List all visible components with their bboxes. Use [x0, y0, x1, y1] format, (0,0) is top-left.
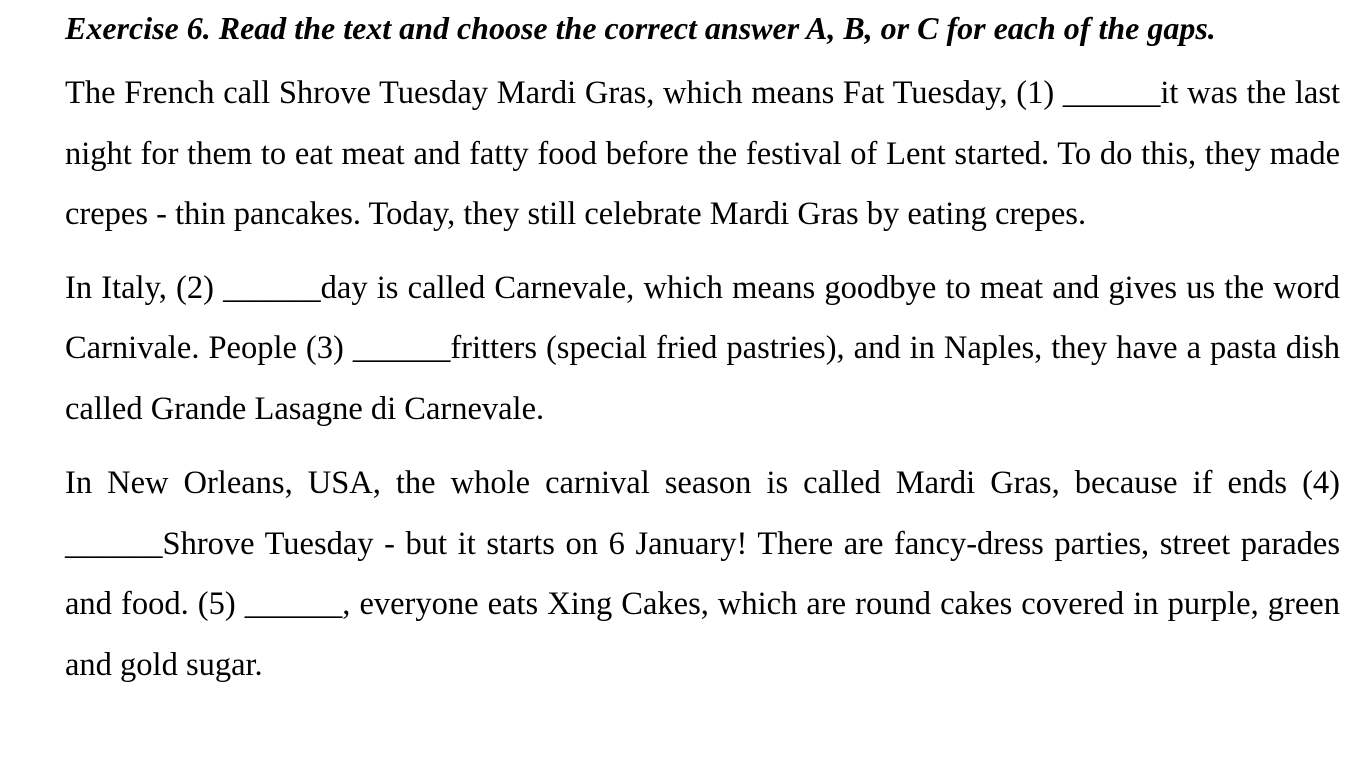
gap-5: ______: [244, 586, 343, 622]
paragraph-carnevale-italy: [65, 258, 1340, 440]
paragraph-text: Shrove Tuesday - but it starts on 6 January! There are fancy-dress parties, street parades and food. (5): [65, 525, 1340, 622]
paragraph-text: it was the last night for them to eat meat and fatty food before the festival of Lent started. To do this, they made crepes - thin pancakes. Today, they still celebrate Mardi Gras by eating crepes.: [65, 75, 1340, 232]
paragraph-text: day is called Carnevale, which means goodbye to meat and gives us the word Carnivale. People (3): [65, 269, 1340, 366]
gap-1: ______: [1062, 75, 1161, 111]
paragraph-text: , everyone eats Xing Cakes, which are round cakes covered in purple, green and gold sugar.: [65, 586, 1340, 683]
gap-4: ______: [65, 525, 163, 562]
exercise-title: Exercise 6. Read the text and choose the correct answer A, B, or C for each of the gaps.: [65, 10, 1216, 46]
gap-2: ______: [223, 269, 321, 306]
paragraph-text: In Italy, (2): [65, 269, 224, 306]
paragraph-text: fritters (special fried pastries), and in Naples, they have a pasta dish called Grande Lasagne di Carnevale.: [65, 330, 1340, 427]
paragraph-mardi-gras-france: [65, 63, 1340, 245]
paragraph-new-orleans: [65, 453, 1340, 695]
gap-3: ______: [352, 330, 451, 366]
paragraph-text: In New Orleans, USA, the whole carnival season is called Mardi Gras, because if ends (4): [65, 465, 1340, 501]
paragraph-text: The French call Shrove Tuesday Mardi Gras, which means Fat Tuesday, (1): [65, 75, 1063, 111]
